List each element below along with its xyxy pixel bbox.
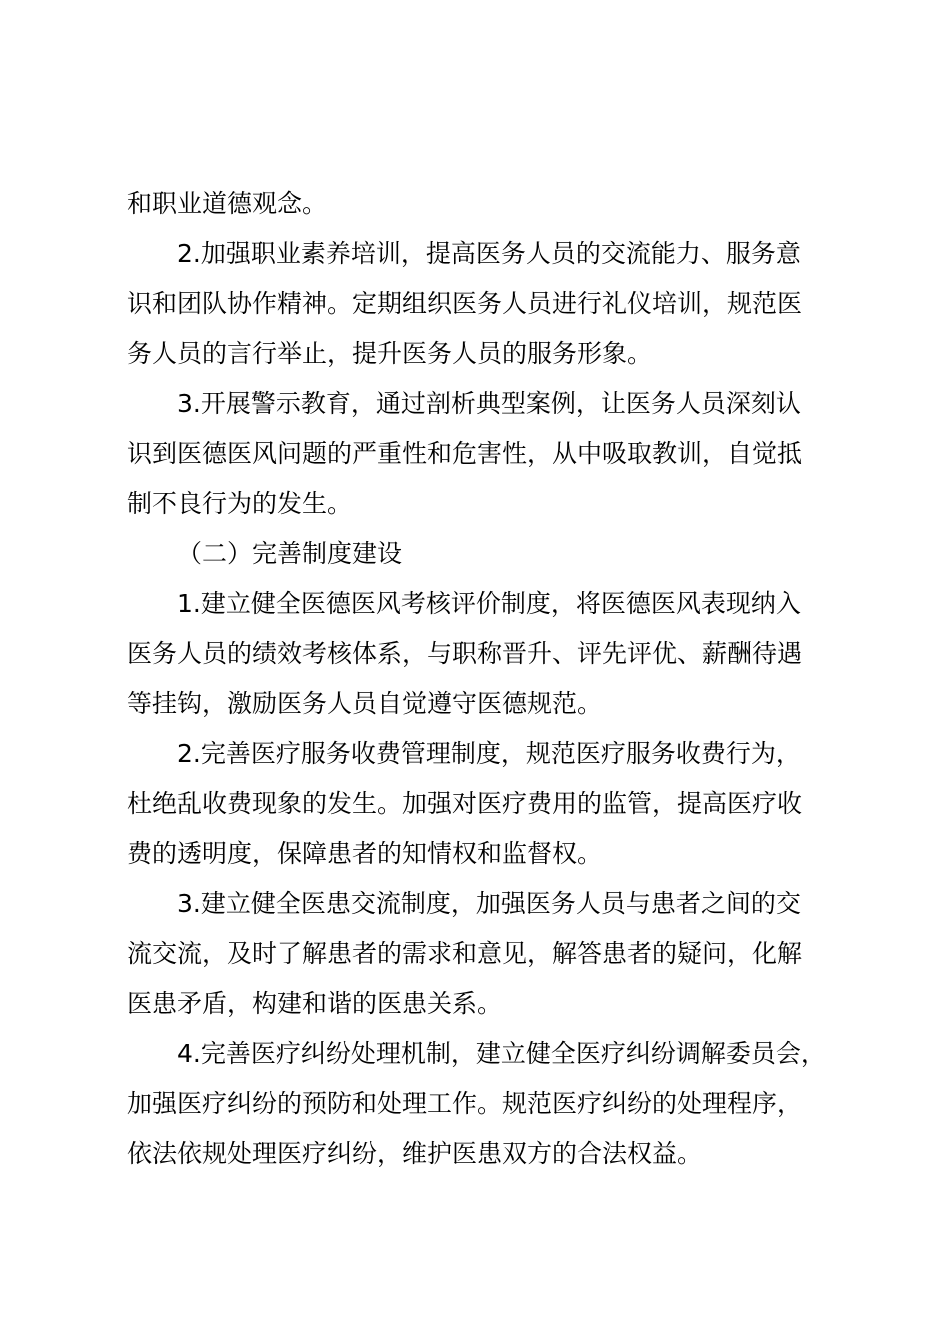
text-line: 制不良行为的发生。 <box>127 489 353 518</box>
paragraph-start-line: 1.建立健全医德医风考核评价制度，将医德医风表现纳入 <box>177 589 801 618</box>
paragraph-start-line: 4.完善医疗纠纷处理机制，建立健全医疗纠纷调解委员会， <box>177 1039 826 1068</box>
text-line: 识和团队协作精神。定期组织医务人员进行礼仪培训，规范医 <box>127 289 803 318</box>
text-line: 依法依规处理医疗纠纷，维护医患双方的合法权益。 <box>127 1139 703 1168</box>
paragraph-start-line: 2.加强职业素养培训，提高医务人员的交流能力、服务意 <box>177 239 801 268</box>
text-line: 加强医疗纠纷的预防和处理工作。规范医疗纠纷的处理程序， <box>127 1089 803 1118</box>
text-line: 杜绝乱收费现象的发生。加强对医疗费用的监管，提高医疗收 <box>127 789 803 818</box>
text-line: 流交流，及时了解患者的需求和意见，解答患者的疑问，化解 <box>127 939 803 968</box>
text-line: 等挂钩，激励医务人员自觉遵守医德规范。 <box>127 689 603 718</box>
section-heading: （二）完善制度建设 <box>177 539 403 568</box>
text-line: 和职业道德观念。 <box>127 189 328 218</box>
paragraph-start-line: 3.开展警示教育，通过剖析典型案例，让医务人员深刻认 <box>177 389 801 418</box>
text-line: 识到医德医风问题的严重性和危害性，从中吸取教训，自觉抵 <box>127 439 803 468</box>
text-line: 务人员的言行举止，提升医务人员的服务形象。 <box>127 339 653 368</box>
text-line: 医患矛盾，构建和谐的医患关系。 <box>127 989 503 1018</box>
paragraph-start-line: 3.建立健全医患交流制度，加强医务人员与患者之间的交 <box>177 889 801 918</box>
text-line: 费的透明度，保障患者的知情权和监督权。 <box>127 839 603 868</box>
paragraph-start-line: 2.完善医疗服务收费管理制度，规范医疗服务收费行为， <box>177 739 801 768</box>
text-line: 医务人员的绩效考核体系，与职称晋升、评先评优、薪酬待遇 <box>127 639 803 668</box>
